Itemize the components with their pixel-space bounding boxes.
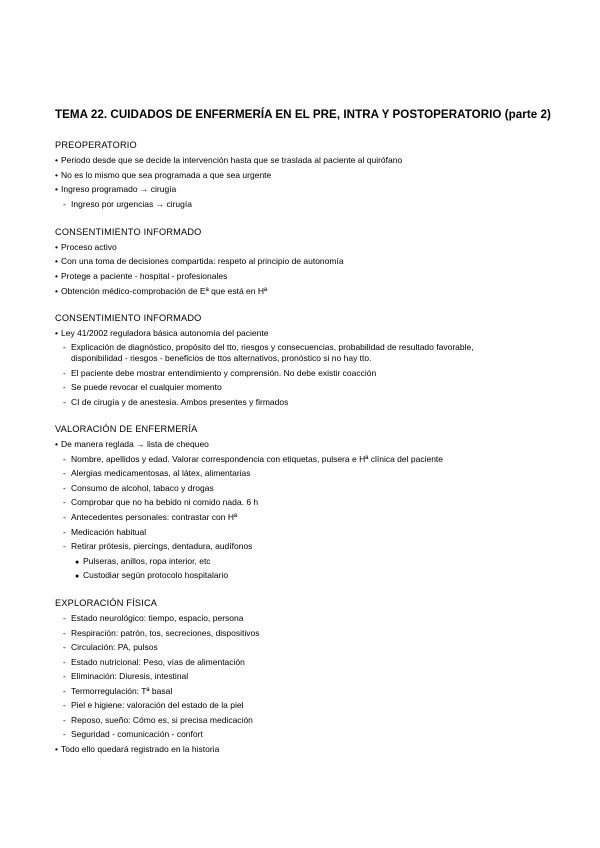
list-subitem: - Retirar prótesis, piercings, dentadura, audífonos <box>63 541 253 551</box>
list-subitem: - El paciente debe mostrar entendimiento y comprensión. No debe existir coacción <box>63 368 377 378</box>
dot-icon: ● <box>75 573 80 580</box>
dash-icon: - <box>63 686 66 696</box>
list-item: • Ingreso programado → cirugía <box>55 184 177 194</box>
list-item: • Proceso activo <box>55 242 117 252</box>
dash-icon: - <box>63 613 66 623</box>
dash-icon: - <box>63 497 66 507</box>
list-subsubitem: ● Custodiar según protocolo hospitalario <box>75 570 228 583</box>
list-subitem: - Reposo, sueño: Cómo es, si precisa medicación <box>63 715 253 725</box>
section-heading-valoracion: VALORACIÓN DE ENFERMERÍA <box>55 424 198 434</box>
dash-icon: - <box>63 657 66 667</box>
dash-icon: - <box>63 541 66 551</box>
list-subitem: - Ingreso por urgencias → cirugía <box>63 199 192 209</box>
list-subitem: - Alergias medicamentosas, al látex, alimentarias <box>63 468 251 478</box>
document-title: TEMA 22. CUIDADOS DE ENFERMERÍA EN EL PRE, INTRA Y POSTOPERATORIO (parte 2) <box>55 108 551 121</box>
list-subitem: - Medicación habitual <box>63 527 147 537</box>
section-heading-consentimiento: CONSENTIMIENTO INFORMADO <box>55 227 202 237</box>
list-item: • Todo ello quedará registrado en la historia <box>55 744 220 754</box>
dash-icon: - <box>63 671 66 681</box>
dash-icon: - <box>63 512 66 522</box>
list-item: • No es lo mismo que sea programada a que sea urgente <box>55 170 272 180</box>
bullet-icon: • <box>55 439 58 449</box>
section-heading-exploracion: EXPLORACIÓN FÍSICA <box>55 598 158 608</box>
list-subitem: - Consumo de alcohol, tabaco y drogas <box>63 483 214 493</box>
bullet-icon: • <box>55 242 58 252</box>
dash-icon: - <box>63 729 66 739</box>
section-heading-preoperatorio: PREOPERATORIO <box>55 140 137 150</box>
list-subitem: - Circulación: PA, pulsos <box>63 642 158 652</box>
list-item: • Ley 41/2002 reguladora básica autonomía del paciente <box>55 328 269 338</box>
dash-icon: - <box>63 468 66 478</box>
list-subsubitem: ● Pulseras, anillos, ropa interior, etc <box>75 556 211 569</box>
list-item: • De manera reglada → lista de chequeo <box>55 439 209 449</box>
dash-icon: - <box>63 382 66 392</box>
list-subitem: - Estado neurológico: tiempo, espacio, persona <box>63 613 244 623</box>
list-subitem: - Termorregulación: Tª basal <box>63 686 173 696</box>
list-subitem: - Estado nutricional: Peso, vías de alimentación <box>63 657 245 667</box>
list-subitem: - Nombre, apellidos y edad. Valorar correspondencia con etiquetas, pulsera e Hª clínica del paciente <box>63 454 444 464</box>
bullet-icon: • <box>55 286 58 296</box>
dash-icon: - <box>63 483 66 493</box>
dash-icon: - <box>63 454 66 464</box>
list-subitem: - Piel e higiene: valoración del estado de la piel <box>63 700 244 710</box>
dash-icon: - <box>63 199 66 209</box>
list-subitem: - Respiración: patrón, tos, secreciones, dispositivos <box>63 628 260 638</box>
list-item: • Protege a paciente - hospital - profesionales <box>55 271 228 281</box>
dash-icon: - <box>63 642 66 652</box>
dash-icon: - <box>63 368 66 378</box>
section-heading-consentimiento-ley: CONSENTIMIENTO INFORMADO <box>55 313 202 323</box>
list-subitem: - Seguridad - comunicación - confort <box>63 729 203 739</box>
list-subitem: - CI de cirugía y de anestesia. Ambos presentes y firmados <box>63 397 289 407</box>
list-subitem: - Explicación de diagnóstico, propósito del tto, riesgos y consecuencias, probabilidad de resultado favorable, disponibilidad - riesgos - beneficios de ttos alternativos, pronóstico si no hay tto. <box>63 342 474 363</box>
bullet-icon: • <box>55 256 58 266</box>
dash-icon: - <box>63 715 66 725</box>
list-subitem: - Comprobar que no ha bebido ni comido nada. 6 h <box>63 497 259 507</box>
dot-icon: ● <box>75 559 80 566</box>
bullet-icon: • <box>55 271 58 281</box>
bullet-icon: • <box>55 744 58 754</box>
list-subitem: - Se puede revocar el cualquier momento <box>63 382 222 392</box>
bullet-icon: • <box>55 170 58 180</box>
list-subitem: - Eliminación: Diuresis, intestinal <box>63 671 189 681</box>
list-item: • Obtención médico-comprobación de Eª que está en Hª <box>55 286 268 296</box>
list-item: • Con una toma de decisiones compartida: respeto al principio de autonomía <box>55 256 344 266</box>
dash-icon: - <box>63 342 66 352</box>
bullet-icon: • <box>55 328 58 338</box>
dash-icon: - <box>63 527 66 537</box>
dash-icon: - <box>63 397 66 407</box>
list-subitem: - Antecedentes personales: contrastar con Hª <box>63 512 238 522</box>
bullet-icon: • <box>55 155 58 165</box>
bullet-icon: • <box>55 184 58 194</box>
list-item: • Periodo desde que se decide la intervención hasta que se traslada al paciente al quirófano <box>55 155 403 165</box>
dash-icon: - <box>63 700 66 710</box>
dash-icon: - <box>63 628 66 638</box>
